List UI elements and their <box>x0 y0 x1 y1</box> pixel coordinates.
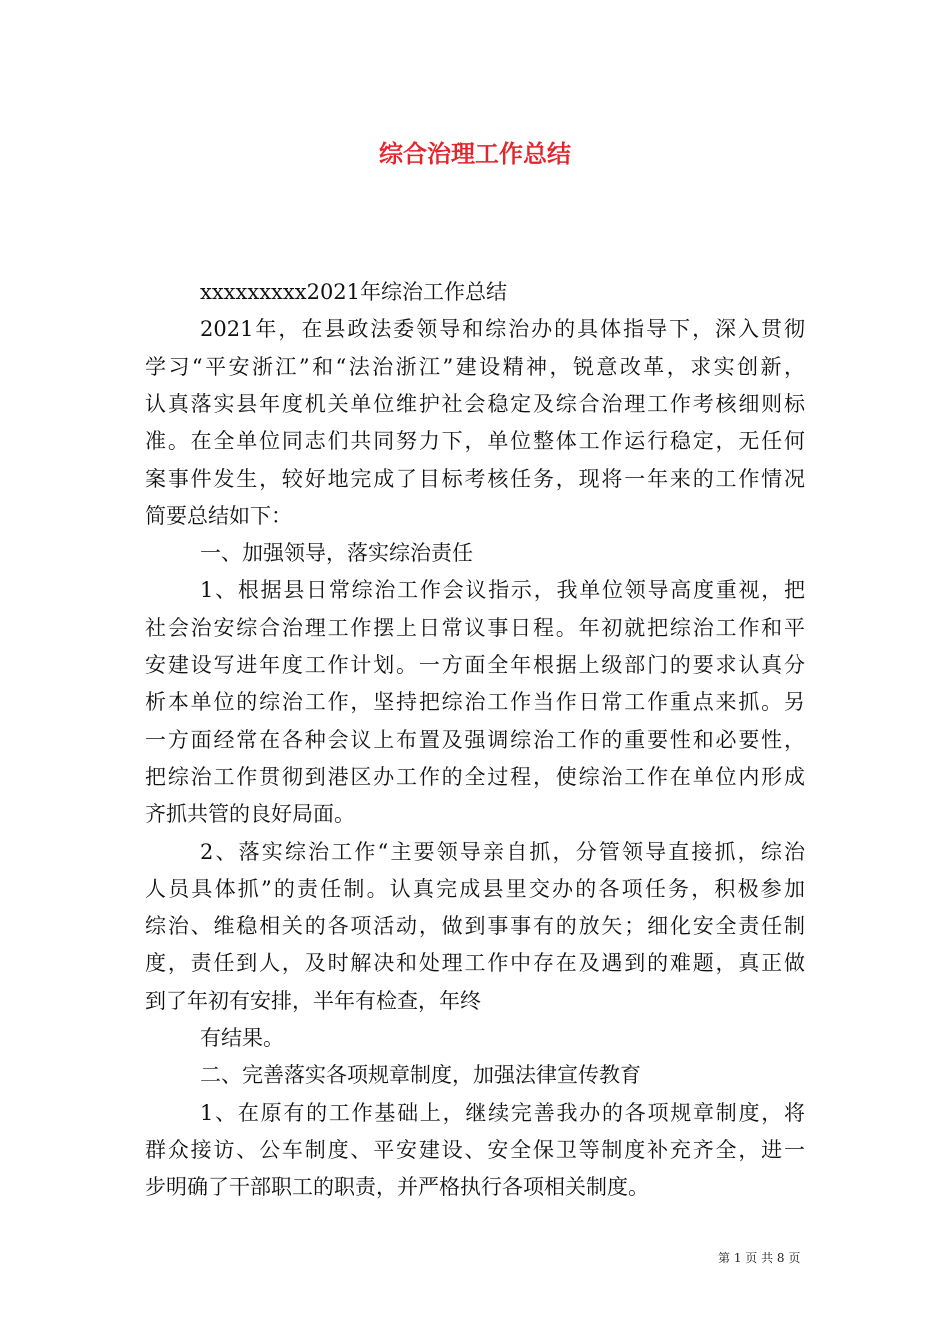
text-line: 综治、维稳相关的各项活动，做到事事有的放矢；细化安全责任制 <box>145 914 805 939</box>
text-line: 群众接访、公车制度、平安建设、安全保卫等制度补充齐全，进一 <box>145 1137 805 1162</box>
text-line: xxxxxxxxx2021年综治工作总结 <box>200 280 508 304</box>
text-line: 度，责任到人，及时解决和处理工作中存在及遇到的难题，真正做 <box>145 951 805 976</box>
text-line: 准。在全单位同志们共同努力下，单位整体工作运行稳定，无任何 <box>145 429 805 454</box>
text-line: 认真落实县年度机关单位维护社会稳定及综合治理工作考核细则标 <box>145 391 805 416</box>
text-line: 案事件发生，较好地完成了目标考核任务，现将一年来的工作情况 <box>145 466 805 491</box>
text-line: 有结果。 <box>200 1026 284 1050</box>
document-title: 综合治理工作总结 <box>379 139 571 168</box>
text-line: 齐抓共管的良好局面。 <box>145 802 355 827</box>
page-number: 第 1 页 共 8 页 <box>718 1251 801 1265</box>
text-line: 2、落实综治工作“主要领导亲自抓，分管领导直接抓，综治 <box>200 839 805 864</box>
text-line: 人员具体抓”的责任制。认真完成县里交办的各项任务，积极参加 <box>145 876 805 901</box>
text-line: 安建设写进年度工作计划。一方面全年根据上级部门的要求认真分 <box>145 653 805 677</box>
text-line: 1、根据县日常综治工作会议指示，我单位领导高度重视，把 <box>200 578 805 603</box>
text-line: 把综治工作贯彻到港区办工作的全过程，使综治工作在单位内形成 <box>145 764 805 789</box>
text-line: 析本单位的综治工作，坚持把综治工作当作日常工作重点来抓。另 <box>145 690 805 715</box>
text-line: 一方面经常在各种会议上布置及强调综治工作的重要性和必要性， <box>145 727 805 752</box>
text-line: 到了年初有安排，半年有检查，年终 <box>145 988 481 1013</box>
text-line: 简要总结如下： <box>145 503 292 528</box>
text-line: 社会治安综合治理工作摆上日常议事日程。年初就把综治工作和平 <box>145 615 805 640</box>
text-line: 步明确了干部职工的职责，并严格执行各项相关制度。 <box>145 1175 649 1200</box>
text-line: 二、完善落实各项规章制度，加强法律宣传教育 <box>200 1063 641 1088</box>
text-line: 一、加强领导，落实综治责任 <box>200 541 473 566</box>
text-line: 2021年，在县政法委领导和综治办的具体指导下，深入贯彻 <box>200 317 805 342</box>
text-line: 1、在原有的工作基础上，继续完善我办的各项规章制度，将 <box>200 1100 805 1125</box>
text-line: 学习“平安浙江”和“法治浙江”建设精神，锐意改革，求实创新， <box>145 354 805 379</box>
